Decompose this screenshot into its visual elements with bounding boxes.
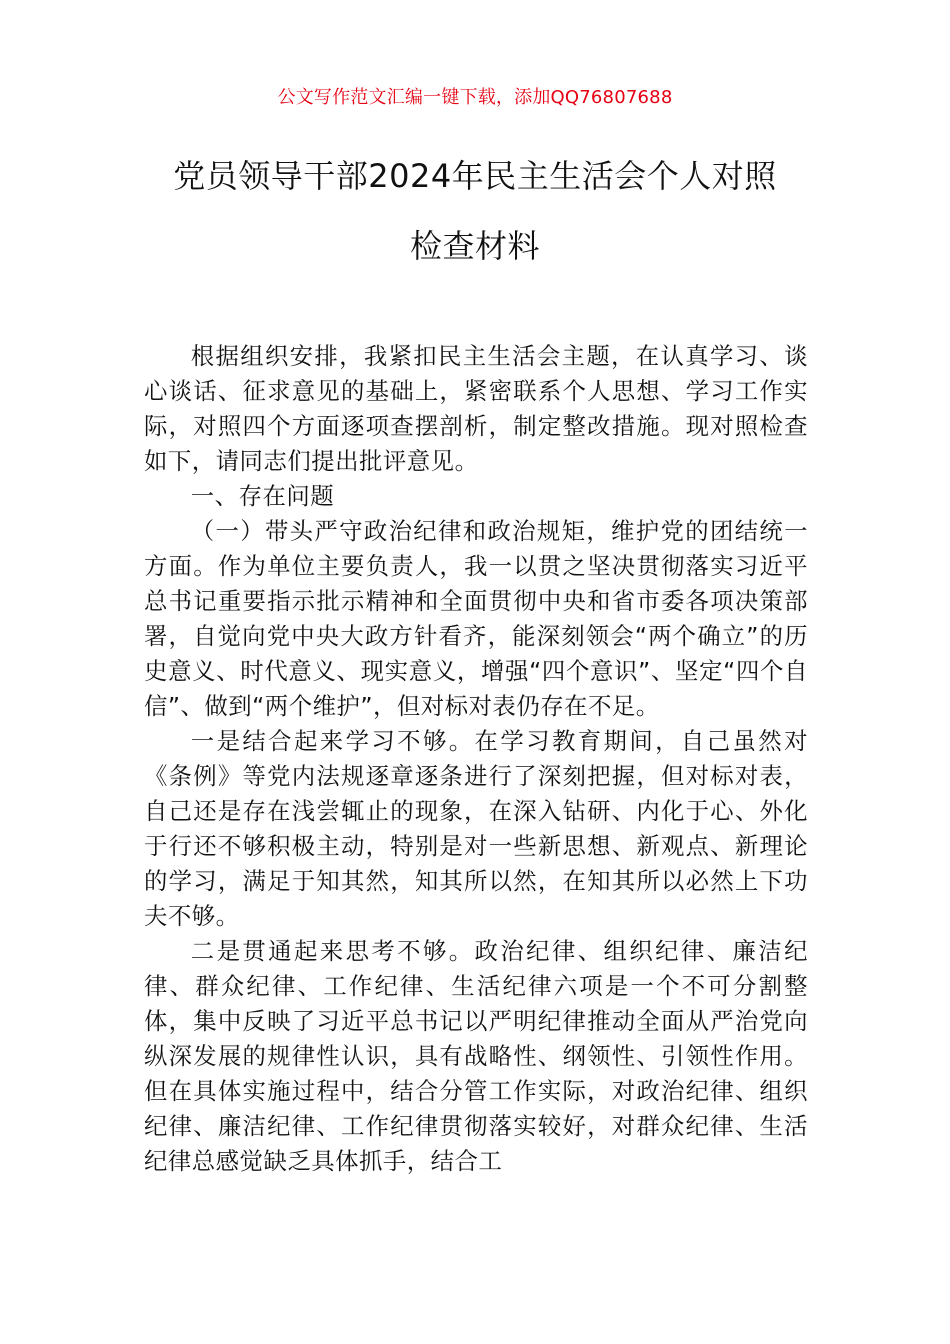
document-title-line-2: 检查材料 [409, 227, 540, 265]
body-paragraph-subsection-1: （一）带头严守政治纪律和政治规矩，维护党的团结统一方面。作为单位主要负责人，我一以贯之坚决贯彻落实习近平总书记重要指示批示精神和全面贯彻中央和省市委各项决策部署，自觉向党中央大政方针看齐，能深刻领会“两个确立”的历史意义、时代意义、现实意义，增强“四个意识”、坚定“四个自信”、做到“两个维护”，但对标对表仍存在不足。 [144, 517, 808, 720]
body-paragraph-intro: 根据组织安排，我紧扣民主生活会主题，在认真学习、谈心谈话、征求意见的基础上，紧密联系个人思想、学习工作实际，对照四个方面逐项查摆剖析，制定整改措施。现对照检查如下，请同志们提出批评意见。 [144, 342, 808, 475]
section-heading-problems: 一、存在问题 [190, 482, 335, 510]
document-title-line-1: 党员领导干部2024年民主生活会个人对照 [173, 157, 777, 195]
header-promo-note: 公文写作范文汇编一键下载，添加QQ76807688 [277, 87, 673, 108]
body-paragraph-point-1: 一是结合起来学习不够。在学习教育期间，自己虽然对《条例》等党内法规逐章逐条进行了深刻把握，但对标对表，自己还是存在浅尝辄止的现象，在深入钻研、内化于心、外化于行还不够积极主动，特别是对一些新思想、新观点、新理论的学习，满足于知其然，知其所以然，在知其所以必然上下功夫不够。 [144, 727, 808, 930]
body-paragraph-point-2: 二是贯通起来思考不够。政治纪律、组织纪律、廉洁纪律、群众纪律、工作纪律、生活纪律六项是一个不可分割整体，集中反映了习近平总书记以严明纪律推动全面从严治党向纵深发展的规律性认识，具有战略性、纲领性、引领性作用。但在具体实施过程中，结合分管工作实际，对政治纪律、组织纪律、廉洁纪律、工作纪律贯彻落实较好，对群众纪律、生活纪律总感觉缺乏具体抓手，结合工 [144, 937, 808, 1175]
document-body [144, 339, 808, 1179]
